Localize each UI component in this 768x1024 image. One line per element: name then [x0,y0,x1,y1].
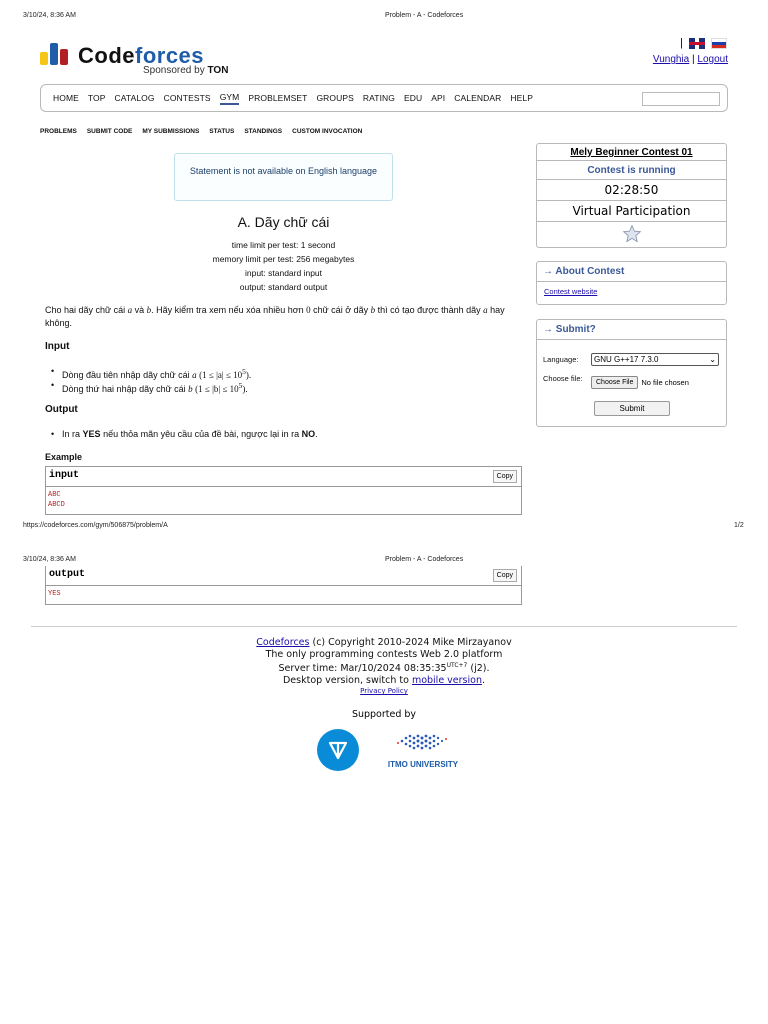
sample-output-box [45,566,522,605]
menu-edu[interactable]: EDU [404,93,423,103]
menu-rating[interactable]: RATING [362,93,396,103]
submit-title: → Submit? [537,320,726,340]
menu-help[interactable]: HELP [510,93,533,103]
print-datetime-2: 3/10/24, 8:36 AM [23,556,76,563]
uk-flag-icon[interactable] [689,38,705,49]
input-section-title: Input [45,341,70,352]
russia-flag-icon[interactable] [711,38,727,49]
example-title: Example [45,452,83,462]
problem-limits [140,238,427,294]
language-select[interactable]: GNU G++17 7.3.0 ⌄ [591,353,719,366]
itmo-dots-icon [380,729,466,759]
menu-top[interactable]: TOP [87,93,106,103]
sponsored-by: Sponsored by TON [143,65,229,76]
contest-info-box [536,143,727,248]
input-spec-line-2: • Dòng thứ hai nhập dãy chữ cái b $(1 \le |b| \le 10^5)$. [62,379,248,396]
tab-submit-code[interactable]: SUBMIT CODE [86,128,133,135]
sample-output-text: YES [48,590,61,598]
codeforces-logo-icon[interactable] [40,43,70,65]
print-page-title-2: Problem - A - Codeforces [385,556,464,563]
server-time: Server time: Mar/10/2024 $08:35:35^{UTC+7}$ (j2). [278,662,490,675]
logout-link[interactable]: Logout [697,54,728,65]
choose-file-label: Choose file: [543,374,583,383]
print-page-number: 1/2 [734,522,744,529]
contest-name-link[interactable]: Mely Beginner Contest 01 [537,144,726,161]
footer: Codeforces (c) Copyright 2010-2024 Mike Mirzayanov The only programming contests Web 2.0 platform Server time: Mar/10/2024 $08:35:35^{UTC+7}$ (j2). Desktop version, switch to mobile version. Privacy Policy [0,637,768,698]
sample-input-text: ABC ABCD [48,491,65,509]
separator: | [692,54,695,65]
second-level-menu [40,128,362,135]
language-notice: Statement is not available on English language [174,153,393,201]
virtual-participation: Virtual Participation [537,201,726,222]
menu-contests[interactable]: CONTESTS [163,93,211,103]
menu-groups[interactable]: GROUPS [316,93,354,103]
language-flags [680,37,727,49]
about-contest-box [536,261,727,305]
user-profile-link[interactable]: Vunghia [652,54,690,65]
separator: | [680,37,683,49]
menu-problemset[interactable]: PROBLEMSET [248,93,308,103]
choose-file-button[interactable]: Choose File [591,376,638,389]
contest-website-link[interactable]: Contest website [544,287,598,296]
desktop-version: Desktop version, switch to mobile version. [282,674,486,686]
itmo-label: ITMO UNIVERSITY [387,760,459,769]
no-file-text: No file chosen [641,378,689,387]
sample-input-box [45,466,522,515]
about-contest-body [537,282,726,301]
menu-home[interactable]: HOME [53,93,79,103]
output-file: output: standard output [239,282,328,292]
input-file: input: standard input [244,268,323,278]
contest-timer: 02:28:50 [537,180,726,201]
print-url: https://codeforces.com/gym/506875/problem/A [23,522,168,529]
privacy-policy-link[interactable]: Privacy Policy [360,687,408,696]
about-contest-title: → About Contest [537,262,726,282]
chevron-down-icon: ⌄ [709,355,716,364]
print-datetime: 3/10/24, 8:36 AM [23,12,76,19]
main-menu [40,84,728,112]
problem-title: A. Dãy chữ cái [237,214,330,230]
problem-statement: Cho hai dãy chữ cái a và b. Hãy kiểm tra xem nếu xóa nhiều hơn 0 chữ cái ở dãy b thì có tạo được thành dãy a hay không. [45,305,505,328]
footer-tagline: The only programming contests Web 2.0 platform [265,648,503,660]
print-page-title: Problem - A - Codeforces [385,12,464,19]
language-label: Language: [543,355,579,364]
site-logo[interactable]: Codeforces [78,43,205,68]
ton-logo-icon[interactable] [317,729,359,771]
memory-limit: memory limit per test: 256 megabytes [212,254,355,264]
submit-button[interactable]: Submit [594,401,670,416]
output-section-title: Output [45,404,78,415]
menu-catalog[interactable]: CATALOG [114,93,155,103]
supported-by: Supported by [351,709,417,720]
menu-calendar[interactable]: CALENDAR [454,93,502,103]
footer-divider [31,626,737,627]
mobile-version-link[interactable]: mobile version [411,674,482,686]
sample-input-label: input [49,470,80,481]
tab-problems[interactable]: PROBLEMS [40,128,77,135]
star-icon[interactable] [622,224,642,244]
copy-input-button[interactable]: Copy [493,470,517,483]
time-limit: time limit per test: 1 second [231,240,336,250]
menu-api[interactable]: API [431,93,446,103]
input-spec-line-1: • Dòng đầu tiên nhập dãy chữ cái a $(1 \le |a| \le 10^5)$. [62,365,251,382]
copy-output-button[interactable]: Copy [493,569,517,582]
tab-status[interactable]: STATUS [209,128,235,135]
ton-diamond-icon [317,729,359,771]
tab-custom-invocation[interactable]: CUSTOM INVOCATION [292,128,363,135]
tab-standings[interactable]: STANDINGS [244,128,283,135]
tab-my-submissions[interactable]: MY SUBMISSIONS [142,128,200,135]
itmo-logo[interactable] [380,729,466,773]
contest-status: Contest is running [537,161,726,180]
user-links [653,54,728,65]
codeforces-footer-link[interactable]: Codeforces [256,637,310,648]
sample-output-label: output [49,569,86,580]
output-spec-line: • In ra YES nếu thỏa mãn yêu cầu của đề bài, ngược lại in ra NO. [62,428,318,441]
file-input [591,376,689,389]
search-input[interactable] [642,92,720,106]
menu-gym[interactable]: GYM [220,92,240,105]
favorite-star-row [537,224,726,248]
